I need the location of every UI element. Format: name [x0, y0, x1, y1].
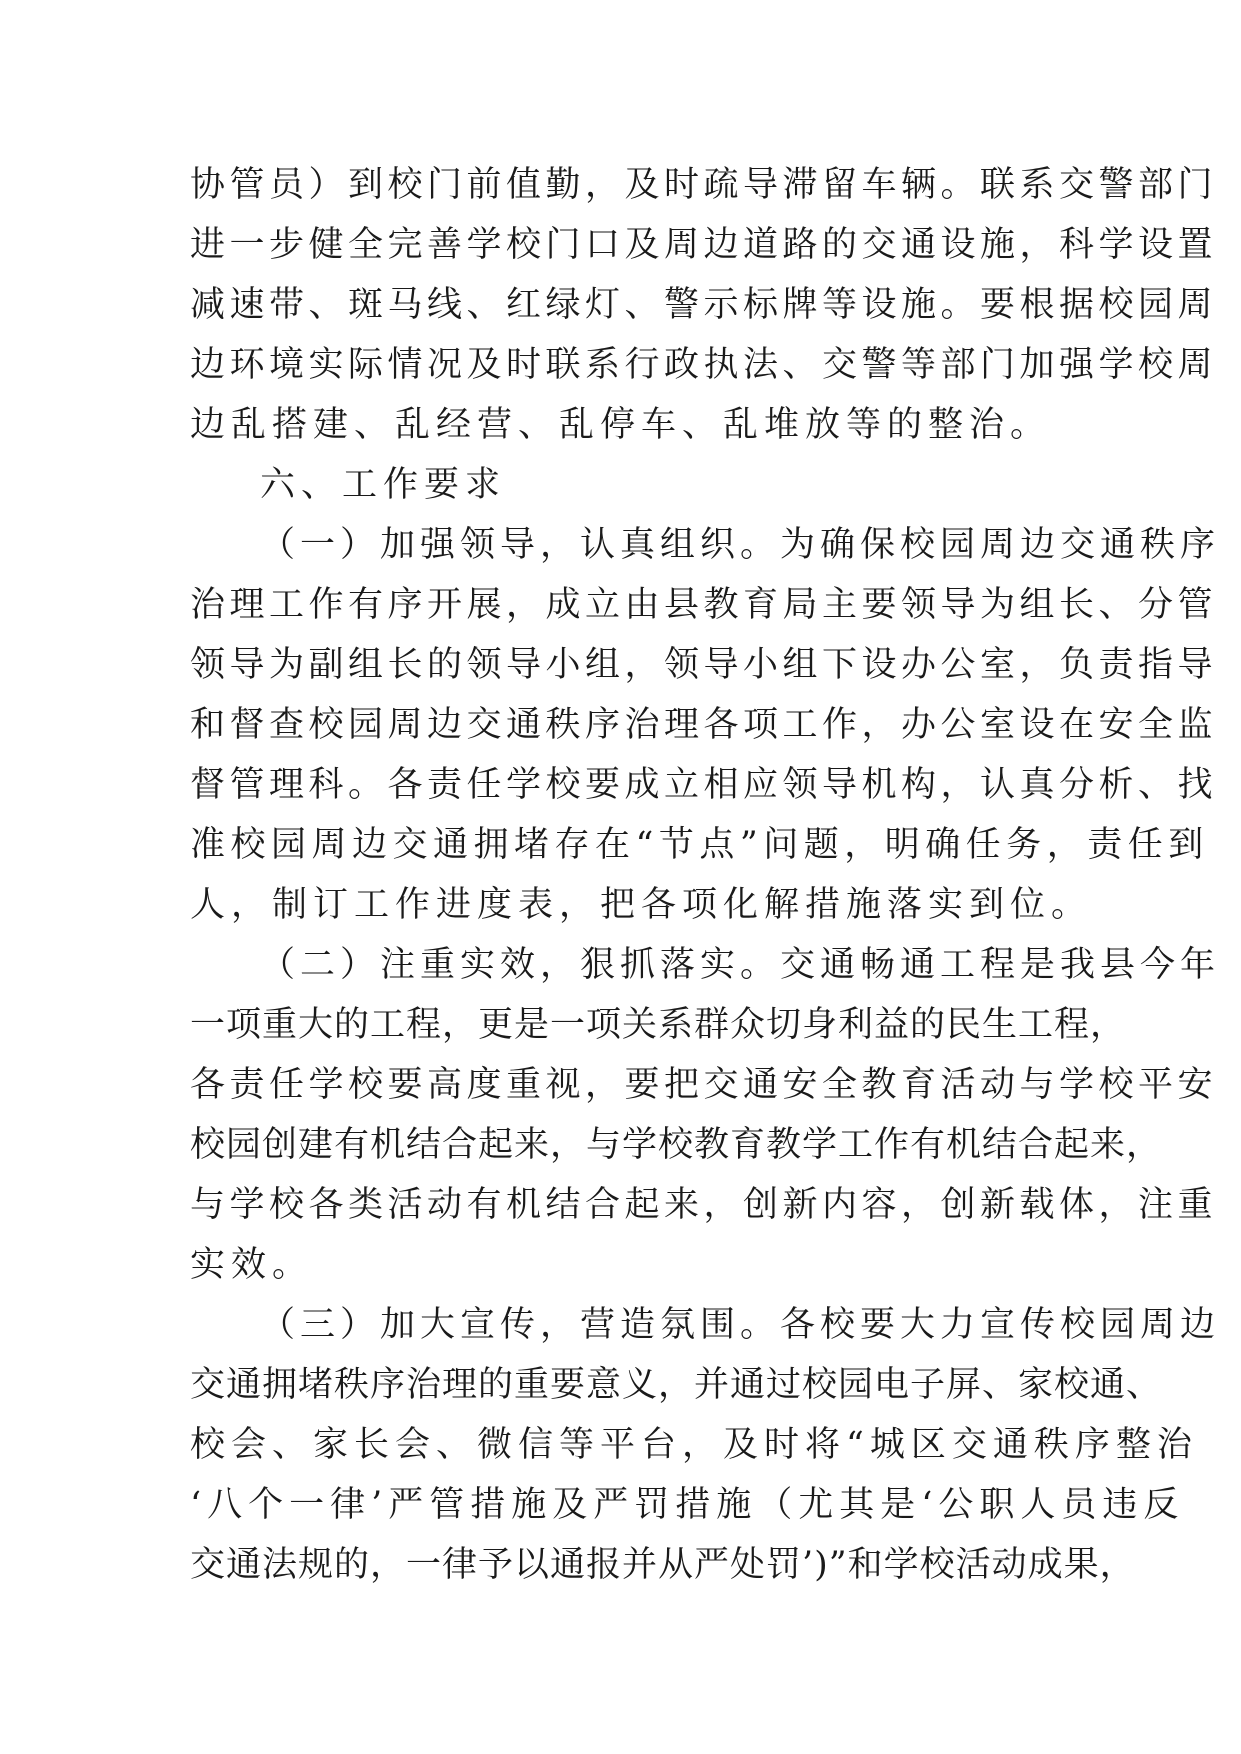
text-line: 各责任学校要高度重视，要把交通安全教育活动与学校平安: [190, 1065, 1218, 1105]
text-line: ‘八个一律’严管措施及严罚措施（尤其是‘公职人员违反: [190, 1485, 1185, 1525]
text-line: 督管理科。各责任学校要成立相应领导机构，认真分析、找: [190, 765, 1218, 805]
text-line: 交通法规的，一律予以通报并从严处罚’)”和学校活动成果，: [190, 1545, 1136, 1585]
paragraph-first-line: （二）注重实效，狠抓落实。交通畅通工程是我县今年: [260, 945, 1221, 985]
text-line: 领导为副组长的领导小组，领导小组下设办公室，负责指导: [190, 645, 1218, 685]
text-line: 协管员）到校门前值勤，及时疏导滞留车辆。联系交警部门: [190, 165, 1218, 205]
text-line: 边环境实际情况及时联系行政执法、交警等部门加强学校周: [190, 345, 1218, 385]
paragraph-first-line: （一）加强领导，认真组织。为确保校园周边交通秩序: [260, 525, 1221, 565]
text-line: 与学校各类活动有机结合起来，创新内容，创新载体，注重: [190, 1185, 1218, 1225]
text-line: 减速带、斑马线、红绿灯、警示标牌等设施。要根据校园周: [190, 285, 1218, 325]
text-line: 校园创建有机结合起来，与学校教育教学工作有机结合起来，: [190, 1125, 1163, 1165]
text-line: 边乱搭建、乱经营、乱停车、乱堆放等的整治。: [190, 405, 1052, 445]
section-heading: 六、工作要求: [260, 465, 507, 505]
text-line: 进一步健全完善学校门口及周边道路的交通设施，科学设置: [190, 225, 1218, 265]
text-line: 人，制订工作进度表，把各项化解措施落实到位。: [190, 885, 1093, 925]
text-line: 交通拥堵秩序治理的重要意义，并通过校园电子屏、家校通、: [190, 1365, 1163, 1405]
text-line: 和督查校园周边交通秩序治理各项工作，办公室设在安全监: [190, 705, 1218, 745]
paragraph-first-line: （三）加大宣传，营造氛围。各校要大力宣传校园周边: [260, 1305, 1221, 1345]
text-line: 实效。: [190, 1245, 314, 1285]
text-line: 校会、家长会、微信等平台，及时将“城区交通秩序整治: [190, 1425, 1198, 1465]
text-line: 一项重大的工程，更是一项关系群众切身利益的民生工程，: [190, 1005, 1127, 1045]
text-line: 准校园周边交通拥堵存在“节点”问题，明确任务，责任到: [190, 825, 1209, 865]
text-line: 治理工作有序开展，成立由县教育局主要领导为组长、分管: [190, 585, 1218, 625]
